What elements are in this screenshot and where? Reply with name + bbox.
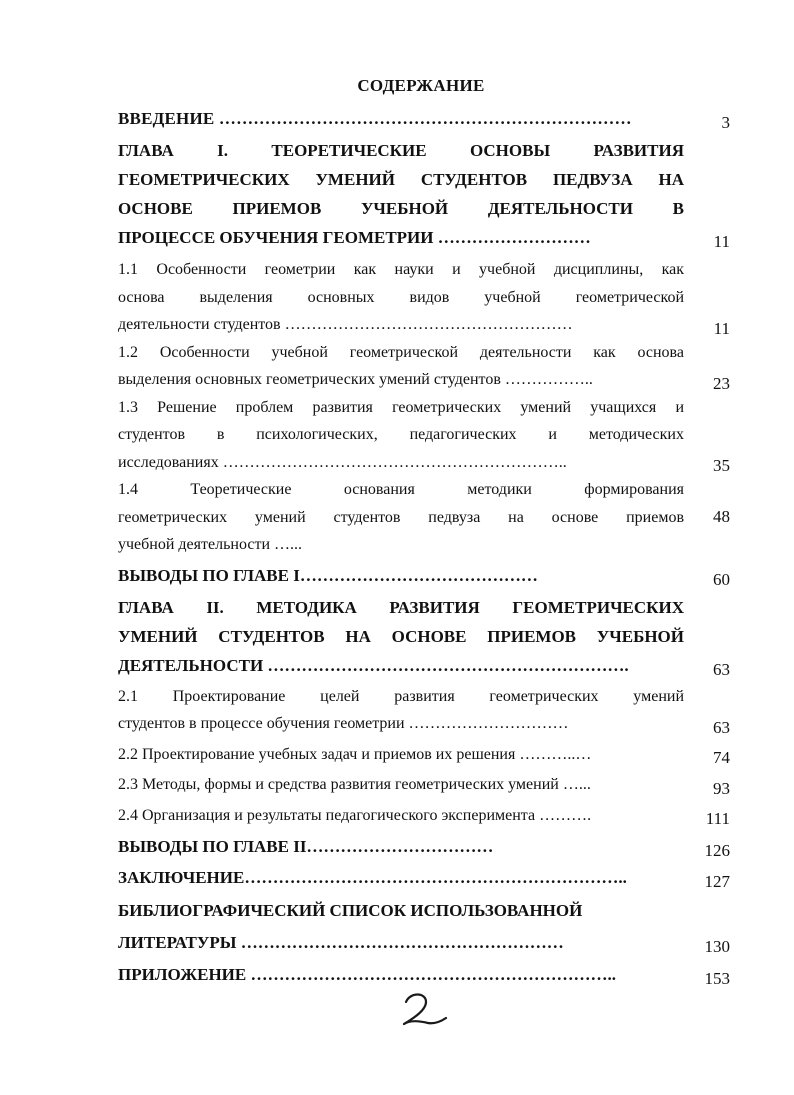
toc-line: исследованиях ……………………………………………………….. [118, 453, 567, 471]
toc-line: 2.1 Проектирование целей развития геометрических умений [118, 687, 684, 705]
toc-line: деятельности студентов ……………………………………………… [118, 316, 573, 333]
toc-line: ОСНОВЕ ПРИЕМОВ УЧЕБНОЙ ДЕЯТЕЛЬНОСТИ В [118, 199, 684, 218]
toc-line: ГЛАВА I. ТЕОРЕТИЧЕСКИЕ ОСНОВЫ РАЗВИТИЯ [118, 141, 684, 160]
toc-page-number: 11 [713, 232, 730, 251]
toc-line: УМЕНИЙ СТУДЕНТОВ НА ОСНОВЕ ПРИЕМОВ УЧЕБНОЙ [118, 626, 684, 646]
toc-line: ГЛАВА II. МЕТОДИКА РАЗВИТИЯ ГЕОМЕТРИЧЕСКИХ [118, 597, 684, 617]
toc-line: ПРИЛОЖЕНИЕ ……………………………………………………….. [118, 965, 616, 984]
page-title: СОДЕРЖАНИЕ [357, 76, 485, 95]
toc-entry-2-3[interactable] [118, 771, 730, 799]
toc-entry-introduction[interactable] [118, 104, 730, 133]
toc-page-number: 48 [713, 507, 730, 527]
toc-entry-2-4[interactable] [118, 802, 730, 830]
toc-line: основа выделения основных видов учебной геометрической [118, 288, 684, 306]
toc-line: ПРОЦЕССЕ ОБУЧЕНИЯ ГЕОМЕТРИИ ……………………… [118, 228, 591, 247]
toc-page-number: 74 [713, 748, 730, 767]
toc-page-number: 11 [713, 318, 730, 338]
toc-line: 1.1 Особенности геометрии как науки и учебной дисциплины, как [118, 261, 684, 278]
toc-line: ЛИТЕРАТУРЫ ………………………………………………… [118, 933, 564, 952]
toc-line: геометрических умений студентов педвуза на основе приемов [118, 508, 684, 526]
handwritten-page-number [396, 990, 456, 1028]
toc-page-number: 93 [713, 778, 730, 798]
toc-entry-1-3[interactable] [118, 394, 730, 477]
toc-entry-1-4[interactable] [118, 476, 730, 559]
toc-line: ДЕЯТЕЛЬНОСТИ ………………………………………………………. [118, 655, 629, 675]
toc-page-number: 127 [704, 872, 730, 891]
toc-line: ВЫВОДЫ ПО ГЛАВЕ I…………………………………… [118, 565, 538, 585]
toc-page-number: 111 [705, 809, 730, 828]
toc-entry-conclusion[interactable] [118, 863, 730, 892]
toc-line: 1.3 Решение проблем развития геометрических умений учащихся и [118, 398, 684, 416]
toc-entry-2-1[interactable] [118, 683, 730, 738]
toc-line: студентов в психологических, педагогических и методических [118, 426, 684, 443]
toc-entry-conclusions-2[interactable] [118, 832, 730, 861]
toc-page-number: 63 [713, 717, 730, 737]
toc-entry-1-2[interactable] [118, 339, 730, 394]
toc-line: ГЕОМЕТРИЧЕСКИХ УМЕНИЙ СТУДЕНТОВ ПЕДВУЗА НА [118, 170, 684, 189]
toc-entry-conclusions-1[interactable] [118, 561, 730, 590]
toc-line: 1.2 Особенности учебной геометрической деятельности как основа [118, 343, 684, 361]
toc-line: 2.4 Организация и результаты педагогического эксперимента ………. [118, 806, 592, 824]
toc-entry-appendix[interactable] [118, 960, 730, 989]
toc-entry-chapter-1[interactable] [118, 136, 730, 252]
toc-page-number: 126 [704, 841, 730, 860]
toc-line: ЗАКЛЮЧЕНИЕ………………………………………………………….. [118, 868, 627, 887]
toc-line: студентов в процессе обучения геометрии ………………………… [118, 715, 569, 732]
toc-page-number: 60 [713, 569, 730, 589]
toc-line: 1.4 Теоретические основания методики формирования [118, 481, 684, 498]
toc-entry-1-1[interactable] [118, 256, 730, 339]
toc-line: учебной деятельности …... [118, 536, 303, 553]
toc-page-number: 153 [704, 969, 730, 988]
toc-page-number: 35 [713, 456, 730, 475]
toc-page-number: 63 [713, 659, 730, 679]
toc-page-number: 130 [704, 937, 730, 956]
toc-page-number: 3 [721, 113, 730, 132]
toc-entry-chapter-2[interactable] [118, 593, 730, 680]
toc-line: 2.3 Методы, формы и средства развития геометрических умений …... [118, 776, 591, 793]
toc-line: выделения основных геометрических умений студентов …………….. [118, 371, 593, 388]
toc-line: БИБЛИОГРАФИЧЕСКИЙ СПИСОК ИСПОЛЬЗОВАННОЙ [118, 901, 583, 920]
toc-line: ВЫВОДЫ ПО ГЛАВЕ II…………………………… [118, 837, 494, 856]
toc-line: ВВЕДЕНИЕ ……………………………………………………………… [118, 109, 632, 128]
toc-line: 2.2 Проектирование учебных задач и приемов их решения ………..… [118, 745, 592, 763]
table-of-contents [118, 104, 730, 989]
toc-page-number: 23 [713, 373, 730, 393]
toc-entry-bibliography[interactable] [118, 896, 730, 957]
toc-entry-2-2[interactable] [118, 741, 730, 769]
